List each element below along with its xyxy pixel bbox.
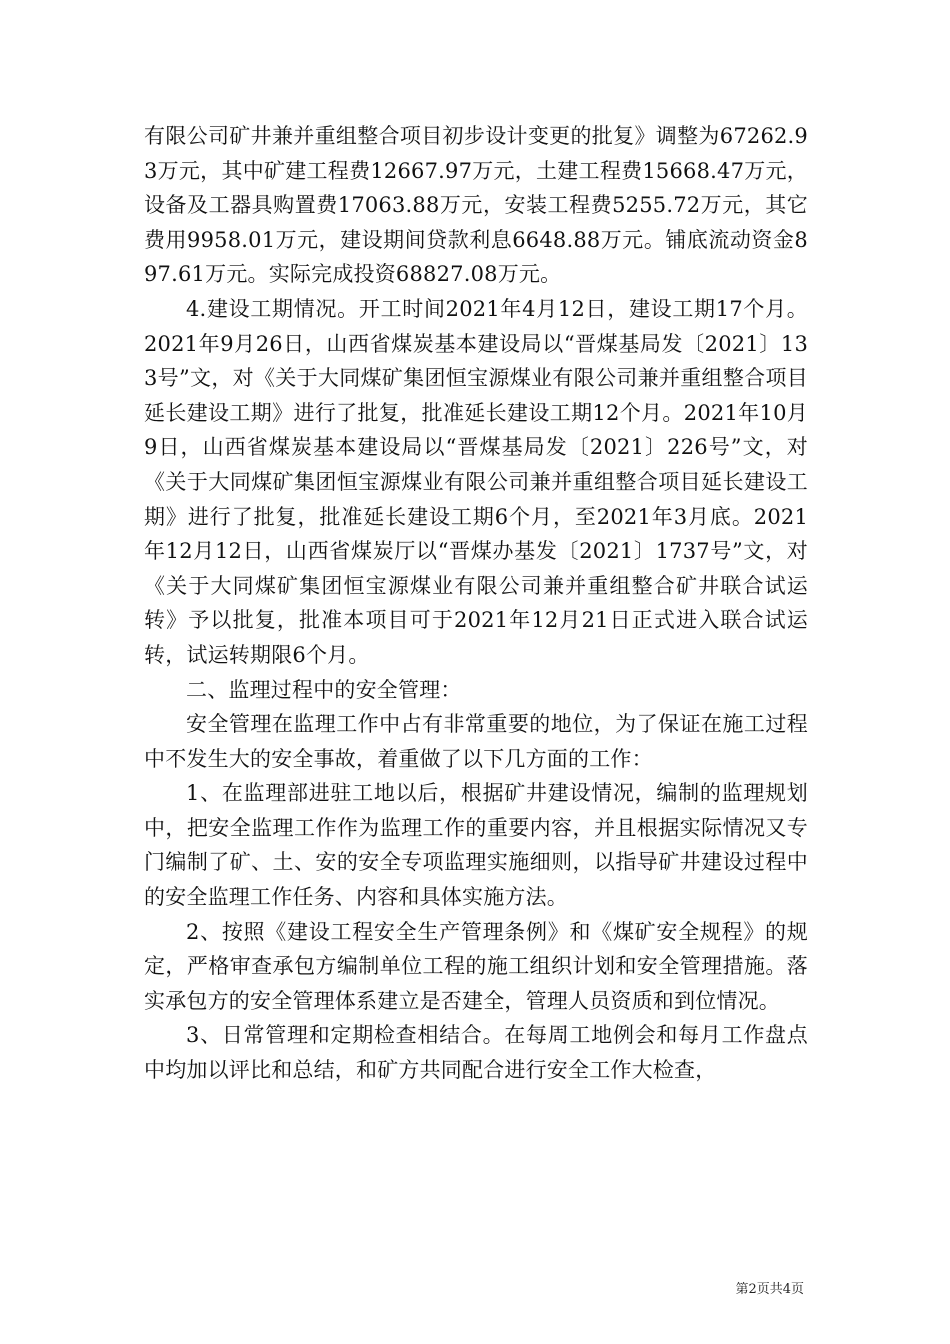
paragraph-item-3: 3、日常管理和定期检查相结合。在每周工地例会和每月工作盘点中均加以评比和总结，和矿方共同配合进行安全工作大检查，: [144, 1023, 808, 1083]
paragraph-item-2: 2、按照《建设工程安全生产管理条例》和《煤矿安全规程》的规定，严格审查承包方编制单位工程的施工组织计划和安全管理措施。落实承包方的安全管理体系建立是否建全，管理人员资质和到位情况。: [144, 919, 808, 1013]
paragraph-construction-period: 4.建设工期情况。开工时间2021年4月12日，建设工期17个月。2021年9月26日，山西省煤炭基本建设局以“晋煤基局发〔2021〕133号”文，对《关于大同煤矿集团恒宝源煤业有限公司兼并重组整合项目延长建设工期》进行了批复，批准延长建设工期12个月。2021年10月9日，山西省煤炭基本建设局以“晋煤基局发〔2021〕226号”文，对《关于大同煤矿集团恒宝源煤业有限公司兼并重组整合项目延长建设工期》进行了批复，批准延长建设工期6个月，至2021年3月底。2021年12月12日，山西省煤炭厅以“晋煤办基发〔2021〕1737号”文，对《关于大同煤矿集团恒宝源煤业有限公司兼并重组整合矿井联合试运转》予以批复，批准本项目可于2021年12月21日正式进入联合试运转，试运转期限6个月。: [144, 296, 808, 667]
page-number-footer: 第2页共4页: [735, 1282, 804, 1297]
paragraph-item-1: 1、在监理部进驻工地以后，根据矿井建设情况，编制的监理规划中，把安全监理工作作为监理工作的重要内容，并且根据实际情况又专门编制了矿、土、安的安全专项监理实施细则，以指导矿井建设过程中的安全监理工作任务、内容和具体实施方法。: [144, 781, 808, 910]
paragraph-investment-continued: 有限公司矿井兼并重组整合项目初步设计变更的批复》调整为67262.93万元，其中矿建工程费12667.97万元，土建工程费15668.47万元，设备及工器具购置费17063.88万元，安装工程费5255.72万元，其它费用9958.01万元，建设期间贷款利息6648.88万元。铺底流动资金897.61万元。实际完成投资68827.08万元。: [144, 124, 808, 287]
section-heading-safety-management: 二、监理过程中的安全管理：: [186, 677, 462, 702]
paragraph-safety-intro: 安全管理在监理工作中占有非常重要的地位，为了保证在施工过程中不发生大的安全事故，着重做了以下几方面的工作：: [144, 712, 808, 771]
document-body: [144, 119, 808, 1088]
